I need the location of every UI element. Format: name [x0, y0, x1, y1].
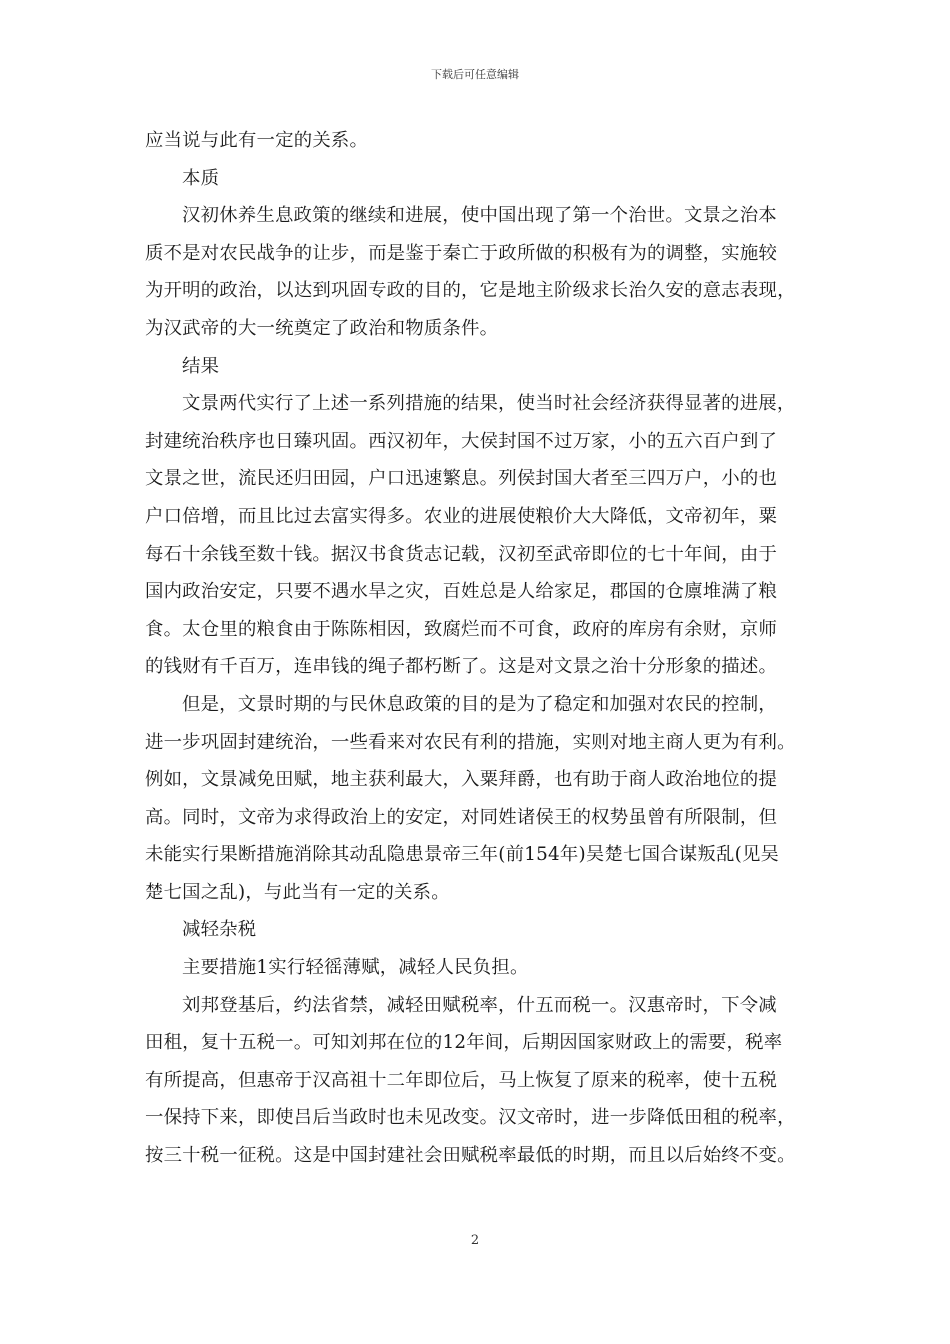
- document-body: [145, 122, 825, 1175]
- text-line: 结果: [182, 355, 220, 377]
- text-line: 户口倍增，而且比过去富实得多。农业的进展使粮价大大降低，文帝初年，粟: [145, 505, 778, 527]
- text-line: 主要措施1实行轻徭薄赋，减轻人民负担。: [182, 957, 529, 979]
- text-line: 高。同时，文帝为求得政治上的安定，对同姓诸侯王的权势虽曾有所限制，但: [145, 806, 778, 828]
- text-line: 按三十税一征税。这是中国封建社会田赋税率最低的时期，而且以后始终不变。: [145, 1145, 796, 1167]
- text-line: 但是，文景时期的与民休息政策的目的是为了稳定和加强对农民的控制，: [182, 693, 777, 715]
- text-line: 有所提高，但惠帝于汉高祖十二年即位后，马上恢复了原来的税率，使十五税: [145, 1069, 778, 1091]
- text-line: 文景两代实行了上述一系列措施的结果，使当时社会经济获得显著的进展，: [182, 393, 796, 415]
- text-line: 田租，复十五税一。可知刘邦在位的12年间，后期因国家财政上的需要，税率: [145, 1032, 783, 1054]
- text-line: 应当说与此有一定的关系。: [145, 130, 369, 151]
- text-line: 每石十余钱至数十钱。据汉书食货志记载，汉初至武帝即位的七十年间，由于: [145, 543, 778, 565]
- text-line: 的钱财有千百万，连串钱的绳子都朽断了。这是对文景之治十分形象的描述。: [145, 656, 778, 678]
- text-line: 文景之世，流民还归田园，户口迅速繁息。列侯封国大者至三四万户，小的也: [145, 468, 778, 490]
- text-line: 为汉武帝的大一统奠定了政治和物质条件。: [145, 317, 499, 339]
- text-line: 为开明的政治，以达到巩固专政的目的，它是地主阶级求长治久安的意志表现，: [145, 280, 796, 302]
- text-line: 楚七国之乱)，与此当有一定的关系。: [145, 881, 450, 903]
- text-line: 汉初休养生息政策的继续和进展，使中国出现了第一个治世。文景之治本: [182, 205, 777, 227]
- page-header: 下载后可任意编辑: [431, 68, 519, 81]
- text-line: 例如，文景减免田赋，地主获利最大，入粟拜爵，也有助于商人政治地位的提: [145, 769, 778, 791]
- text-line: 封建统治秩序也日臻巩固。西汉初年，大侯封国不过万家，小的五六百户到了: [145, 430, 778, 452]
- text-line: 国内政治安定，只要不遇水旱之灾，百姓总是人给家足，郡国的仓廪堆满了粮: [145, 581, 778, 603]
- text-line: 减轻杂税: [182, 919, 257, 941]
- page-number: 2: [470, 1233, 480, 1248]
- text-line: 未能实行果断措施消除其动乱隐患景帝三年(前154年)吴楚七国合谋叛乱(见吴: [145, 844, 780, 866]
- text-line: 本质: [182, 167, 220, 189]
- text-line: 刘邦登基后，约法省禁，减轻田赋税率，什五而税一。汉惠帝时，下令减: [182, 994, 777, 1016]
- text-line: 进一步巩固封建统治，一些看来对农民有利的措施，实则对地主商人更为有利。: [145, 731, 796, 753]
- text-line: 食。太仓里的粮食由于陈陈相因，致腐烂而不可食，政府的库房有余财，京师: [145, 618, 778, 640]
- text-line: 质不是对农民战争的让步，而是鉴于秦亡于政所做的积极有为的调整，实施较: [145, 242, 778, 264]
- text-line: 一保持下来，即使吕后当政时也未见改变。汉文帝时，进一步降低田租的税率，: [145, 1107, 796, 1129]
